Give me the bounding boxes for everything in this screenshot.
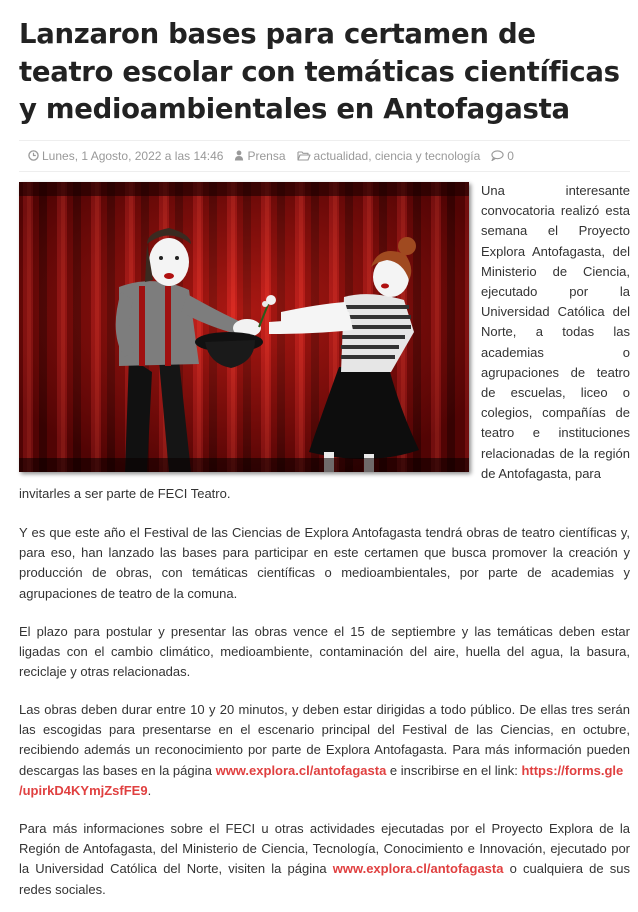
mimes-stage-photo [19, 182, 469, 472]
explora-link[interactable]: www.explora.cl/antofagasta [215, 762, 387, 778]
paragraph-3: El plazo para postular y presentar las obras vence el 15 de septiembre y las temáticas deben estar ligadas con el cambio climático, medioambiente, contaminación del aire, huella del agua, la basura, reciclaje y otras relacionadas. [19, 624, 630, 680]
paragraph-5-text-b: o cualquiera de sus redes sociales. [19, 861, 630, 897]
paragraph-1-rest: invitarles a ser parte de FECI Teatro. [19, 486, 231, 501]
paragraph-5 [19, 819, 630, 900]
meta-comments[interactable] [491, 149, 514, 163]
article-title: Lanzaron bases para certamen de teatro escolar con temáticas científicas y medioambientales en Antofagasta [19, 18, 620, 125]
clock-icon [28, 150, 39, 161]
paragraph-4-text-a: Las obras deben durar entre 10 y 20 minutos, y deben estar dirigidas a todo público. De ellas tres serán las escogidas para presentarse en el escenario principal del Festival de las Ciencias, en octubre, recibiendo además un reconocimiento por parte de Explora Antofagasta. Para más información pueden descargas las bases en la página [19, 702, 630, 778]
forms-link-part-2[interactable]: /upirkD4KYmjZsfFE9 [19, 782, 148, 798]
meta-comments-count: 0 [507, 148, 514, 163]
folder-icon [297, 150, 311, 161]
paragraph-4 [19, 700, 630, 801]
article-meta [19, 140, 630, 172]
paragraph-4-text-b: e inscribirse en el link: [386, 762, 522, 778]
paragraph-2: Y es que este año el Festival de las Ciencias de Explora Antofagasta tendrá obras de teatro científicas y, para eso, han lanzado las bases para participar en este certamen que busca promover la creación y producción de obras, con temáticas científicas o medioambientales, por parte de academias y agrupaciones de teatro de la comuna. [19, 525, 630, 601]
meta-author[interactable] [234, 149, 285, 163]
meta-date-text: Lunes, 1 Agosto, 2022 a las 14:46 [42, 148, 224, 163]
article [19, 0, 630, 897]
article-image [19, 182, 469, 472]
meta-categories-text: actualidad, ciencia y tecnología [313, 148, 481, 163]
paragraph-4-text-c: . [147, 782, 152, 798]
user-icon [234, 150, 244, 161]
explora-link-2[interactable]: www.explora.cl/antofagasta [332, 861, 504, 877]
meta-categories[interactable] [297, 149, 481, 163]
comment-icon [491, 150, 504, 161]
paragraph-5-text-a: Para más informaciones sobre el FECI u otras actividades ejecutadas por el Proyecto Explora de la Región de Antofagasta, del Ministerio de Ciencia, Tecnología, Conocimiento e Innovación, ejecutado por la Universidad Católica del Norte, visiten la página [19, 821, 630, 877]
meta-date [28, 149, 223, 163]
meta-author-text: Prensa [247, 148, 286, 163]
paragraph-1-side: Una interesante convocatoria realizó esta semana el Proyecto Explora Antofagasta, del Ministerio de Ciencia, ejecutado por la Universidad Católica del Norte, a todas las academias o agrupaciones de teatro de escuelas, liceo o colegios, compañías de teatro e instituciones relacionadas de la región de Antofagasta, para [481, 183, 630, 481]
forms-link-part-1[interactable]: https://forms.gle [521, 762, 624, 778]
